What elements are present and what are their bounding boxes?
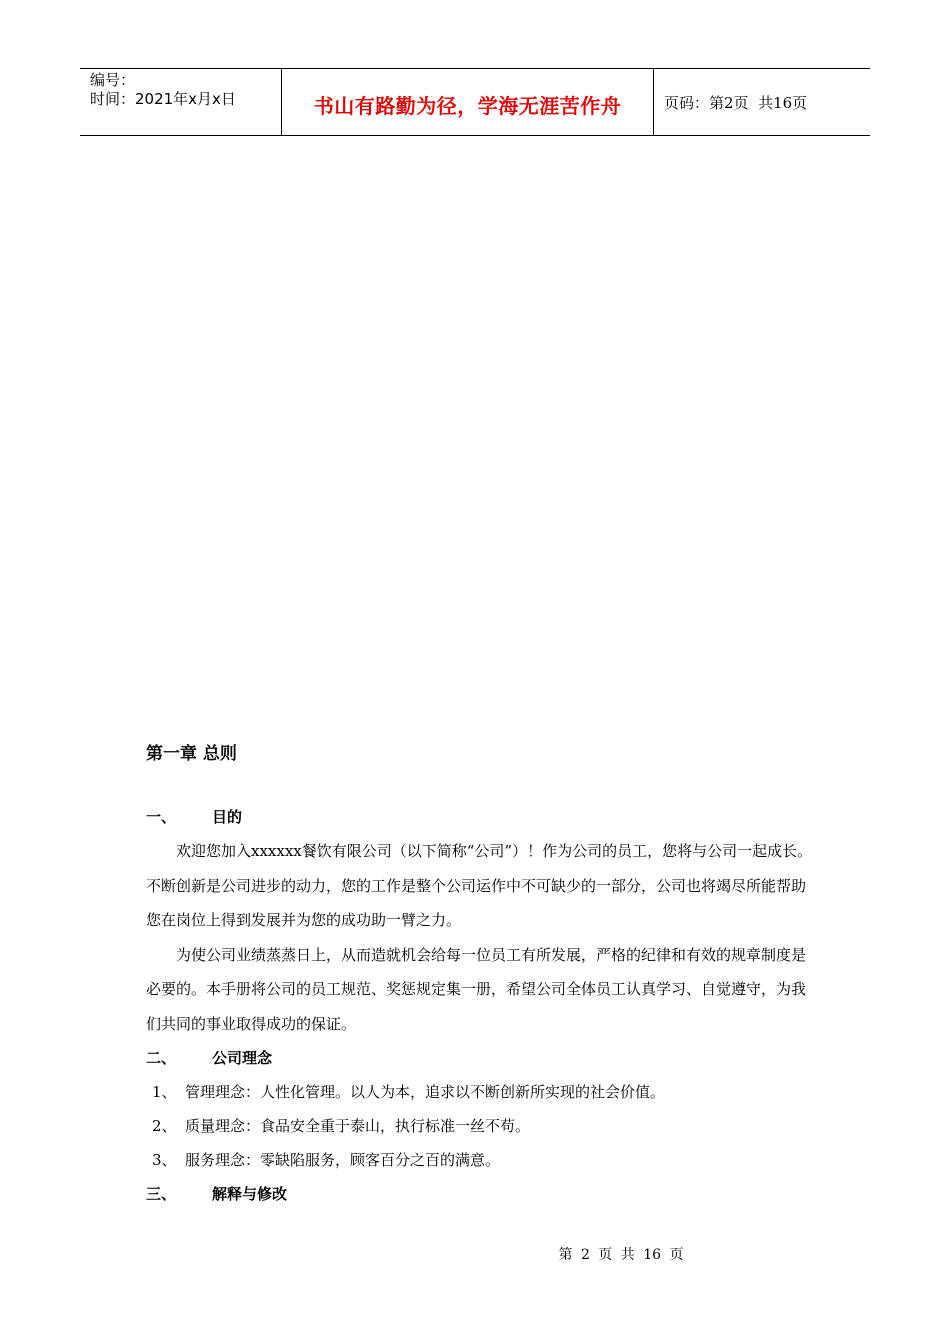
list-item [146, 1109, 820, 1143]
section-number: 三、 [146, 1185, 177, 1203]
time-label: 时间：2021年x月x日 [90, 90, 236, 108]
page-header [80, 68, 870, 136]
section-heading-interpretation [146, 1177, 820, 1211]
list-item-text: 质量理念：食品安全重于泰山，执行标准一丝不苟。 [185, 1117, 531, 1135]
list-item [146, 1143, 820, 1177]
section-heading-purpose [146, 800, 820, 834]
list-item-text: 管理理念：人性化管理。以人为本，追求以不断创新所实现的社会价值。 [185, 1083, 666, 1101]
list-item [146, 1075, 820, 1109]
section-number: 一、 [146, 808, 177, 826]
chapter-title: 第一章 总则 [146, 744, 237, 764]
page-footer: 第 2 页 共 16 页 [558, 1247, 684, 1263]
header-meta-cell [80, 69, 282, 135]
header-page-info: 页码：第2页 共16页 [664, 93, 808, 112]
list-item-number: 1、 [152, 1083, 177, 1101]
list-item-text: 服务理念：零缺陷服务，顾客百分之百的满意。 [185, 1151, 501, 1169]
list-item-number: 2、 [152, 1117, 177, 1135]
paragraph: 为使公司业绩蒸蒸日上，从而造就机会给每一位员工有所发展，严格的纪律和有效的规章制度是必要的。本手册将公司的员工规范、奖惩规定集一册，希望公司全体员工认真学习、自觉遵守，为我们共同的事业取得成功的保证。 [146, 945, 807, 1033]
list-item-number: 3、 [152, 1151, 177, 1169]
paragraph: 欢迎您加入xxxxxx餐饮有限公司（以下简称“公司”）！作为公司的员工，您将与公司一起成长。不断创新是公司进步的动力，您的工作是整个公司运作中不可缺少的一部分，公司也将竭尽所能帮助您在岗位上得到发展并为您的成功助一臂之力。 [146, 842, 813, 929]
number-label: 编号： [90, 71, 136, 89]
section-heading-philosophy [146, 1041, 820, 1075]
section-number: 二、 [146, 1049, 177, 1067]
section-title: 目的 [212, 808, 243, 826]
section-title: 公司理念 [212, 1049, 273, 1067]
section-title: 解释与修改 [212, 1185, 288, 1203]
header-motto-cell [282, 69, 654, 135]
header-page-cell [654, 69, 870, 135]
motto-text: 书山有路勤为径，学海无涯苦作舟 [313, 93, 622, 118]
document-body [146, 738, 820, 1211]
